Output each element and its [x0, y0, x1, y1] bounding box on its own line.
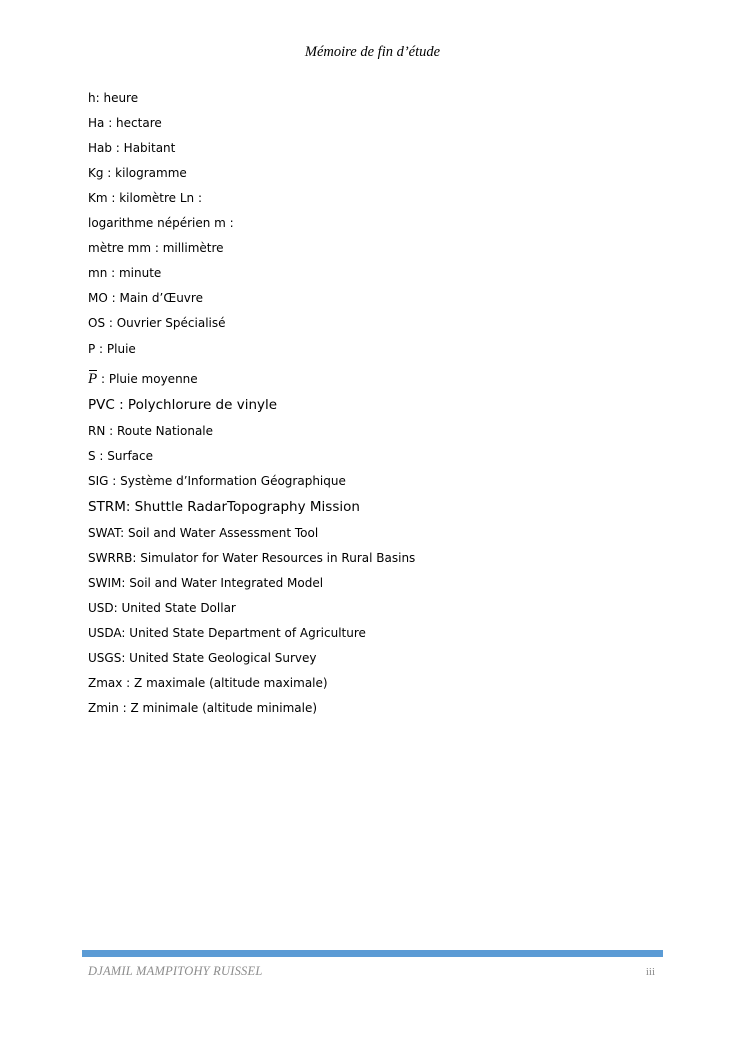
- abbreviation-item: Zmax : Z maximale (altitude maximale): [88, 676, 328, 690]
- footer-divider-bar: [82, 950, 663, 957]
- p-bar-symbol: P: [88, 371, 98, 387]
- abbreviation-item: S : Surface: [88, 449, 154, 463]
- abbreviation-item: Ha : hectare: [88, 116, 162, 130]
- abbreviation-item: h: heure: [88, 91, 139, 105]
- abbreviation-item-mean-rainfall: [88, 369, 198, 389]
- footer-author: DJAMIL MAMPITOHY RUISSEL: [88, 964, 263, 978]
- abbreviation-item: Kg : kilogramme: [88, 166, 187, 180]
- abbreviation-item: OS : Ouvrier Spécialisé: [88, 316, 226, 330]
- abbreviation-item: Zmin : Z minimale (altitude minimale): [88, 701, 318, 715]
- abbreviation-item: SWRRB: Simulator for Water Resources in Rural Basins: [88, 551, 416, 565]
- abbreviation-item: SIG : Système d’Information Géographique: [88, 474, 346, 488]
- abbreviation-item: Hab : Habitant: [88, 141, 176, 155]
- abbreviation-item: SWIM: Soil and Water Integrated Model: [88, 576, 324, 590]
- abbreviation-item: USDA: United State Department of Agriculture: [88, 626, 366, 640]
- abbreviation-item: MO : Main d’Œuvre: [88, 291, 203, 305]
- page-header-title: Mémoire de fin d’étude: [304, 44, 441, 60]
- abbreviation-item: PVC : Polychlorure de vinyle: [88, 397, 278, 413]
- abbreviation-item: USGS: United State Geological Survey: [88, 651, 317, 665]
- abbreviation-item: P : Pluie: [88, 342, 136, 356]
- abbreviation-item: mètre mm : millimètre: [88, 241, 224, 255]
- abbreviation-item: USD: United State Dollar: [88, 601, 236, 615]
- abbreviation-item-label: : Pluie moyenne: [97, 372, 198, 386]
- abbreviation-item: SWAT: Soil and Water Assessment Tool: [88, 526, 319, 540]
- abbreviation-item: RN : Route Nationale: [88, 424, 214, 438]
- abbreviation-item: logarithme népérien m :: [88, 216, 234, 230]
- abbreviation-item: STRM: Shuttle RadarTopography Mission: [88, 499, 360, 515]
- abbreviation-item: Km : kilomètre Ln :: [88, 191, 202, 205]
- abbreviation-item: mn : minute: [88, 266, 162, 280]
- footer-page-number: iii: [645, 966, 655, 978]
